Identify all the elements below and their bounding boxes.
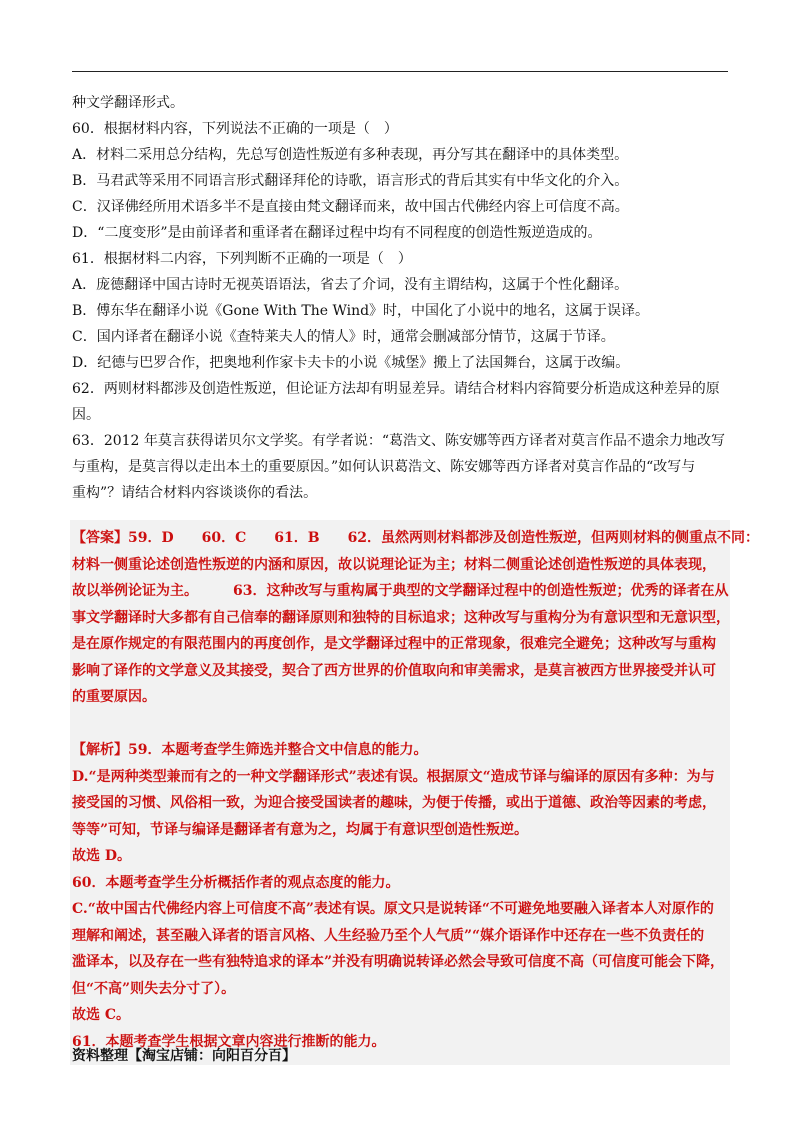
analysis-line: 等等”可知，节译与编译是翻译者有意为之，均属于有意识型创造性叛逆。 [72,821,529,838]
analysis-line: D.“是两种类型兼而有之的一种文学翻译形式”表述有误。根据原文“造成节译与编译的原因有多种：为与 [72,768,715,785]
analysis-line: C.“故中国古代佛经内容上可信度不高”表述有误。原文只是说转译“不可避免地要融入译者本人对原作的 [72,901,714,917]
header-rule [72,71,728,72]
question-line: B．傅东华在翻译小说《Gone With The Wind》时，中国化了小说中的地名，这属于误译。 [72,303,650,319]
analysis-line: 【解析】59．本题考查学生筛选并整合文中信息的能力。 [72,742,428,758]
question-line: A．材料二采用总分结构，先总写创造性叛逆有多种表现，再分写其在翻译中的具体类型。 [72,147,629,163]
question-line: A．庞德翻译中国古诗时无视英语语法，省去了介词，没有主谓结构，这属于个性化翻译。 [72,277,629,293]
question-line: C．国内译者在翻译小说《查特莱夫人的情人》时，通常会删减部分情节，这属于节译。 [72,329,615,345]
question-line: 与重构，是莫言得以走出本土的重要原因。”如何认识葛浩文、陈安娜等西方译者对莫言作品的“改写与 [72,459,696,475]
question-line: D．“二度变形”是由前译者和重译者在翻译过程中均有不同程度的创造性叛逆造成的。 [72,225,602,241]
analysis-line: 故选 D。 [72,848,132,864]
page-footer: 资料整理【淘宝店铺：向阳百分百】 [72,1048,296,1064]
question-line: 重构”？请结合材料内容谈谈你的看法。 [72,485,318,501]
analysis-line: 60．本题考查学生分析概括作者的观点态度的能力。 [72,874,400,891]
question-line: C．汉译佛经所用术语多半不是直接由梵文翻译而来，故中国古代佛经内容上可信度不高。 [72,199,629,215]
answer-analysis-block [70,520,760,1065]
questions-section [72,90,728,506]
question-line: 60．根据材料内容，下列说法不正确的一项是（ ） [72,121,398,137]
answer-line: 故以举例论证为主。 63．这种改写与重构属于典型的文学翻译过程中的创造性叛逆；优秀的译者在从 [72,583,729,599]
question-line: B．马君武等采用不同语言形式翻译拜伦的诗歌，语言形式的背后其实有中华文化的介入。 [72,173,629,189]
question-line: D．纪德与巴罗合作，把奥地利作家卡夫卡的小说《城堡》搬上了法国舞台，这属于改编。 [72,355,630,371]
analysis-line: 故选 C。 [72,1007,131,1023]
analysis-line: 接受国的习惯、风俗相一致，为迎合接受国读者的趣味，为便于传播，或出于道德、政治等因素的考虑， [72,795,716,811]
document-body [72,90,760,1065]
answer-line: 影响了译作的文学意义及其接受，契合了西方世界的价值取向和审美需求，是莫言被西方世界接受并认可 [72,662,716,679]
answer-line: 的重要原因。 [72,689,156,705]
answer-line: 【答案】59．D 60．C 61．B 62．虽然两则材料都涉及创造性叛逆，但两则材料的侧重点不同： [72,530,760,546]
answer-line: 事文学翻译时大多都有自己信奉的翻译原则和独特的目标追求；这种改写与重构分为有意识型和无意识型， [72,609,730,626]
analysis-line: 但“不高”则失去分寸了）。 [72,980,236,997]
answer-line: 是在原作规定的有限范围内的再度创作，是文学翻译过程中的正常现象，很难完全避免；这种改写与重构 [72,636,716,652]
analysis-line: 滥译本，以及存在一些有独特追求的译本”并没有明确说转译必然会导致可信度不高（可信度可能会下降， [72,954,725,970]
analysis-line: 理解和阐述，甚至融入译者的语言风格、人生经验乃至个人气质”“媒介语译作中还存在一些不负责任的 [72,927,705,944]
answer-line: 材料一侧重论述创造性叛逆的内涵和原因，故以说理论证为主；材料二侧重论述创造性叛逆的具体表现， [72,556,716,573]
question-line: 因。 [72,407,100,423]
question-line: 63．2012 年莫言获得诺贝尔文学奖。有学者说：“葛浩文、陈安娜等西方译者对莫言作品不遗余力地改写 [72,433,726,449]
analysis-line: 61．本题考查学生根据文章内容进行推断的能力。 [72,1033,386,1050]
answer-line [72,711,728,738]
question-line: 种文学翻译形式。 [72,95,184,111]
question-line: 62．两则材料都涉及创造性叛逆，但论证方法却有明显差异。请结合材料内容简要分析造成这种差异的原 [72,381,720,397]
question-line: 61．根据材料二内容，下列判断不正确的一项是（ ） [72,251,412,267]
